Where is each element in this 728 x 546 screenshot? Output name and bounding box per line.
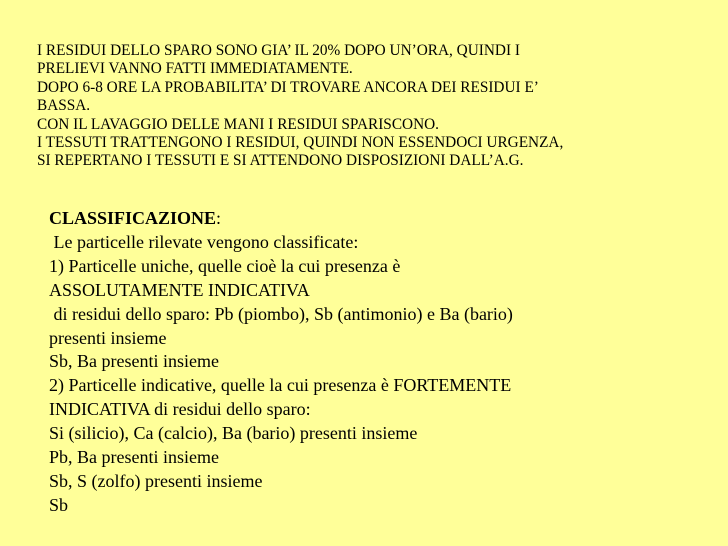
intro-line: BASSA.	[37, 97, 91, 115]
classification-line: Le particelle rilevate vengono classificate:	[49, 231, 359, 252]
classification-line: Sb, S (zolfo) presenti insieme	[49, 470, 263, 491]
classification-heading: CLASSIFICAZIONE	[49, 208, 217, 228]
classification-line: Si (silicio), Ca (calcio), Ba (bario) presenti insieme	[49, 423, 418, 444]
classification-line: Sb, Ba presenti insieme	[49, 351, 219, 372]
classification-line: Sb	[49, 494, 69, 515]
classification-block	[49, 207, 689, 518]
classification-line: presenti insieme	[49, 327, 167, 348]
classification-heading-line	[49, 207, 689, 231]
classification-heading-colon: :	[216, 208, 222, 228]
classification-line: ASSOLUTAMENTE INDICATIVA	[49, 279, 310, 300]
intro-line: SI REPERTANO I TESSUTI E SI ATTENDONO DISPOSIZIONI DALL’A.G.	[37, 152, 524, 170]
classification-line: Pb, Ba presenti insieme	[49, 447, 219, 468]
intro-line: I TESSUTI TRATTENGONO I RESIDUI, QUINDI NON ESSENDOCI URGENZA,	[37, 134, 564, 152]
intro-line: I RESIDUI DELLO SPARO SONO GIA’ IL 20% DOPO UN’ORA, QUINDI I	[37, 42, 520, 59]
intro-line: DOPO 6-8 ORE LA PROBABILITA’ DI TROVARE ANCORA DEI RESIDUI E’	[37, 78, 539, 96]
intro-line: PRELIEVI VANNO FATTI IMMEDIATAMENTE.	[37, 60, 353, 78]
classification-line: 1) Particelle uniche, quelle cioè la cui presenza è	[49, 255, 401, 276]
classification-line: di residui dello sparo: Pb (piombo), Sb (antimonio) e Ba (bario)	[49, 303, 513, 324]
classification-line: INDICATIVA di residui dello sparo:	[49, 399, 311, 420]
intro-text-block	[37, 42, 697, 171]
classification-line: 2) Particelle indicative, quelle la cui presenza è FORTEMENTE	[49, 375, 512, 396]
intro-line: CON IL LAVAGGIO DELLE MANI I RESIDUI SPARISCONO.	[37, 115, 439, 133]
